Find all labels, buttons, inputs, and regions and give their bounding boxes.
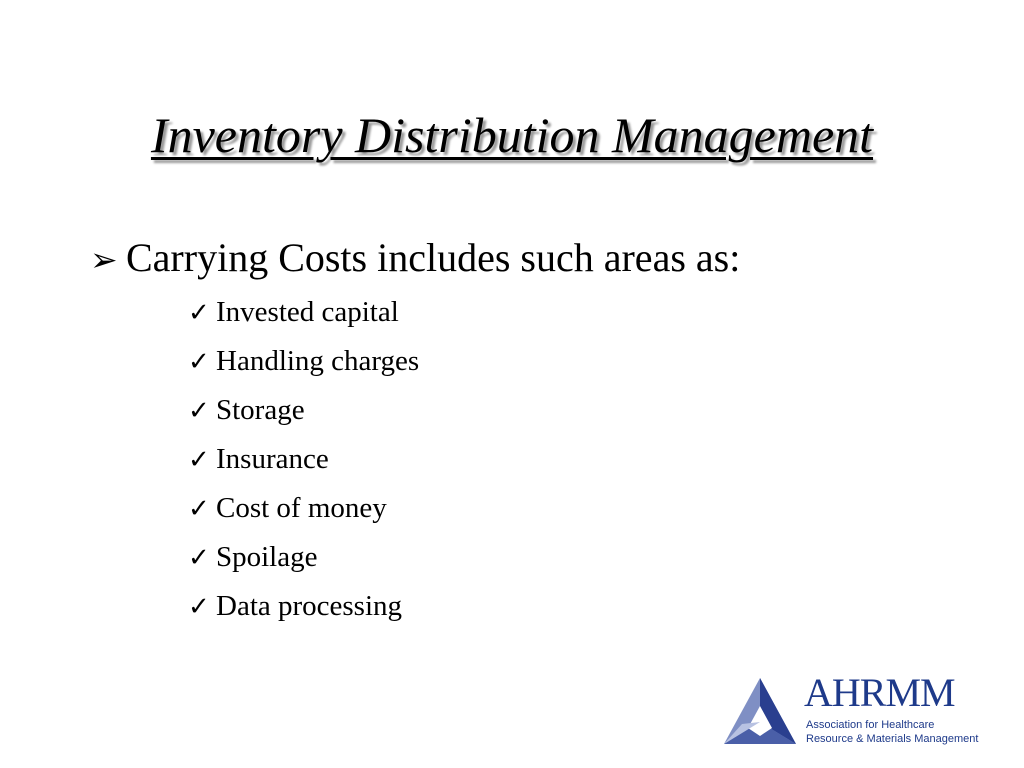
list-item-text: Cost of money [216,492,387,524]
checkmark-icon: ✓ [188,445,210,475]
list-item [188,488,419,537]
checkmark-icon: ✓ [188,543,210,573]
list-item-text: Handling charges [216,345,420,377]
list-item [188,537,419,586]
checkmark-icon: ✓ [188,298,210,328]
list-item-text: Data processing [216,590,403,622]
checkmark-icon: ✓ [188,592,210,622]
checkmark-icon: ✓ [188,494,210,524]
list-item [188,586,419,635]
list-item [188,341,419,390]
list-item-text: Storage [216,394,305,426]
list-item [188,390,419,439]
main-bullet [90,234,740,285]
logo-subtitle-line-1: Association for Healthcare [806,719,935,731]
logo-subtitle [806,718,978,746]
list-item-text: Spoilage [216,541,318,573]
list-item [188,439,419,488]
list-item-text: Insurance [216,443,329,475]
list-item-text: Invested capital [216,296,399,328]
checkmark-icon: ✓ [188,347,210,377]
sub-bullet-list [188,292,419,635]
main-bullet-text: Carrying Costs includes such areas as: [126,235,741,280]
pyramid-logo-icon [722,676,798,746]
arrow-bullet-icon: ➢ [90,243,118,279]
logo-subtitle-line-2: Resource & Materials Management [806,733,979,745]
checkmark-icon: ✓ [188,396,210,426]
ahrmm-logo [722,672,984,750]
slide-title: Inventory Distribution Management [150,107,874,163]
list-item [188,292,419,341]
logo-name: AHRMM [804,670,955,715]
